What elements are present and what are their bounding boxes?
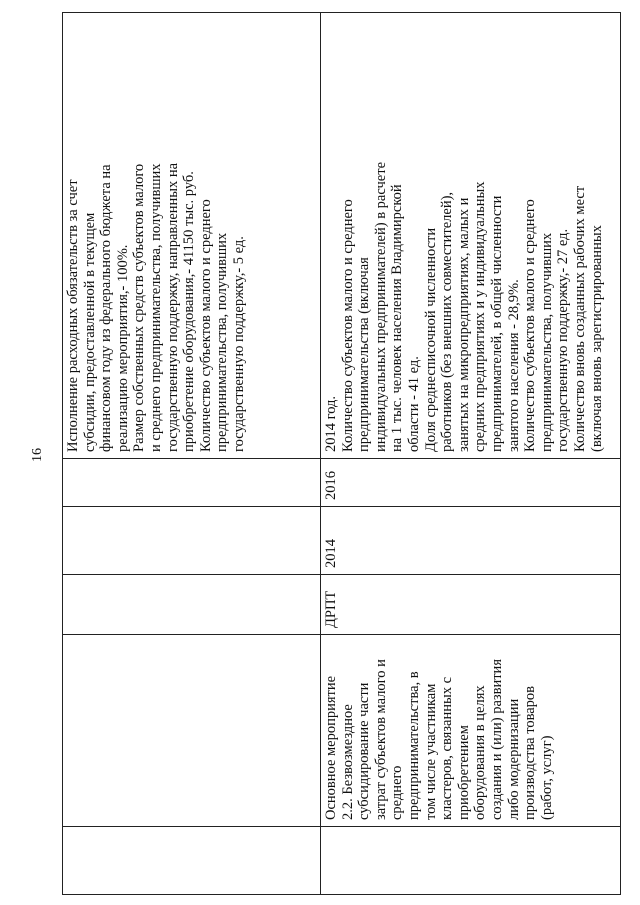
table-row-top <box>63 13 321 895</box>
table-cell <box>321 827 621 895</box>
results-text: 2014 год. Количество субъектов малого и среднего предпринимательства (включая индивидуальных предпринимателей) в расчете на 1 тыс. человек населения Владимирской области - 41 ед. Доля среднесписочной численности работников (без внешних совместителей), занятых на микропредприятиях, малых и средних предприятиях и у индивидуальных предпринимателей, в общей численности занятого населения - 28,9%. Количество субъектов малого и среднего предпринимательства, получивших государственную поддержку,- 27 ед. Количество вновь созданных рабочих мест (включая вновь зарегистрированных <box>323 161 605 452</box>
table-cell <box>63 635 321 827</box>
year-end-text: 2016 <box>323 471 339 500</box>
executor-text: ДРПТ <box>323 590 339 628</box>
table-row-main <box>321 13 621 895</box>
activity-text: Основное мероприятие 2.2. Безвозмездное субсидирование части затрат субъектов малого и среднего предпринимательства, в том числе участникам кластеров, связанных с приобретением оборудования в целях создания и (или) развития либо модернизации производства товаров (работ, услуг) <box>323 659 555 820</box>
table-cell <box>63 459 321 507</box>
table-cell <box>63 507 321 575</box>
year-end-cell <box>321 459 621 507</box>
activity-cell <box>321 635 621 827</box>
measures-table <box>62 12 621 895</box>
results-cell <box>321 13 621 459</box>
top-results-text: Исполнение расходных обязательств за счет субсидии, предоставленной в текущем финансовом году из федерального бюджета на реализацию мероприятия,- 100%. Размер собственных средств субъектов малого и среднего предпринимательства, получивших государственную поддержку, направленных на приобретение оборудования,- 41150 тыс. руб. Количество субъектов малого и среднего предпринимательства, получивших государственную поддержку,- 5 ед. <box>65 162 247 452</box>
year-start-cell <box>321 507 621 575</box>
table-cell <box>63 827 321 895</box>
year-start-text: 2014 <box>323 539 339 568</box>
table-cell <box>63 575 321 635</box>
top-results-cell <box>63 13 321 459</box>
page-number: 16 <box>30 448 45 462</box>
executor-cell <box>321 575 621 635</box>
